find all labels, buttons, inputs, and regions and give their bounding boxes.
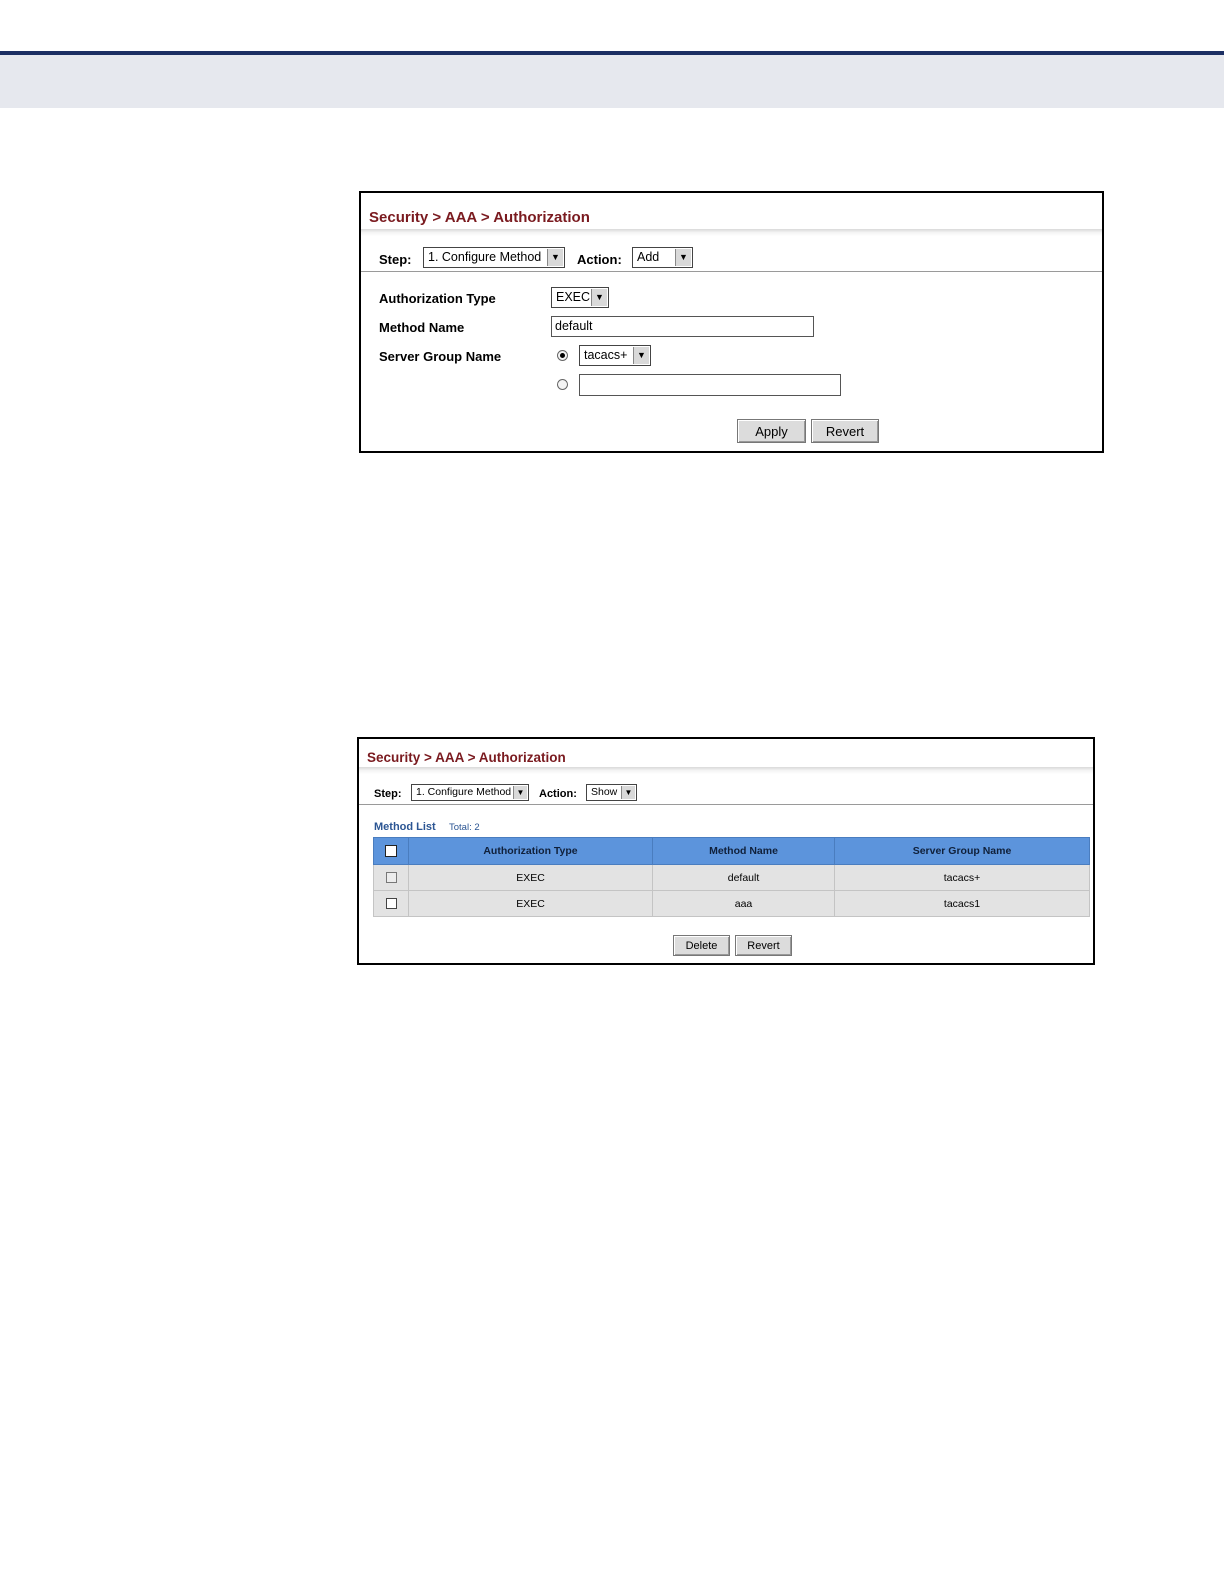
method-list-total: Total: 2 bbox=[449, 822, 480, 833]
chevron-down-icon: ▼ bbox=[513, 786, 527, 799]
chevron-down-icon: ▼ bbox=[621, 786, 635, 799]
server-group-text-radio[interactable] bbox=[557, 379, 568, 390]
method-name-label: Method Name bbox=[379, 320, 465, 335]
select-all-checkbox[interactable] bbox=[385, 845, 397, 857]
action-label: Action: bbox=[539, 788, 577, 800]
row-checkbox[interactable] bbox=[386, 898, 397, 909]
cell-method-name: default bbox=[653, 865, 835, 891]
apply-button[interactable]: Apply bbox=[737, 419, 806, 443]
method-list-table bbox=[373, 837, 1090, 917]
step-label: Step: bbox=[379, 252, 412, 267]
step-select-value: 1. Configure Method bbox=[416, 786, 512, 798]
column-header-method-name: Method Name bbox=[653, 838, 835, 865]
row-checkbox-cell bbox=[374, 865, 409, 891]
cell-server-group-name: tacacs+ bbox=[835, 865, 1090, 891]
cell-server-group-name: tacacs1 bbox=[835, 891, 1090, 917]
column-header-authorization-type: Authorization Type bbox=[409, 838, 653, 865]
breadcrumb: Security > AAA > Authorization bbox=[369, 209, 590, 226]
breadcrumb: Security > AAA > Authorization bbox=[367, 750, 566, 765]
action-select-value: Add bbox=[637, 250, 660, 264]
action-label: Action: bbox=[577, 252, 622, 267]
row-checkbox[interactable] bbox=[386, 872, 397, 883]
step-select[interactable] bbox=[423, 247, 565, 268]
server-group-select-value: tacacs+ bbox=[584, 348, 628, 362]
server-group-select-radio[interactable] bbox=[557, 350, 568, 361]
chevron-down-icon: ▼ bbox=[591, 289, 607, 306]
method-list-title: Method List bbox=[374, 821, 436, 833]
title-divider bbox=[361, 229, 1102, 236]
action-select[interactable] bbox=[586, 784, 637, 801]
table-row bbox=[374, 891, 1090, 917]
chevron-down-icon: ▼ bbox=[675, 249, 691, 266]
authorization-show-panel bbox=[357, 737, 1095, 965]
step-divider bbox=[361, 271, 1102, 272]
step-select[interactable] bbox=[411, 784, 529, 801]
radio-selected-dot bbox=[560, 353, 565, 358]
cell-method-name: aaa bbox=[653, 891, 835, 917]
authorization-type-select[interactable] bbox=[551, 287, 609, 308]
authorization-add-panel bbox=[359, 191, 1104, 453]
authorization-type-value: EXEC bbox=[556, 290, 591, 304]
step-divider bbox=[359, 804, 1093, 805]
chevron-down-icon: ▼ bbox=[547, 249, 563, 266]
server-group-input[interactable] bbox=[579, 374, 841, 396]
revert-button[interactable]: Revert bbox=[735, 935, 792, 956]
row-checkbox-cell bbox=[374, 891, 409, 917]
step-label: Step: bbox=[374, 788, 402, 800]
table-header-row bbox=[374, 838, 1090, 865]
action-select[interactable] bbox=[632, 247, 693, 268]
server-group-select[interactable] bbox=[579, 345, 651, 366]
cell-authorization-type: EXEC bbox=[409, 865, 653, 891]
method-name-input[interactable]: default bbox=[551, 316, 814, 337]
action-select-value: Show bbox=[591, 786, 618, 798]
step-select-value: 1. Configure Method bbox=[428, 250, 542, 264]
delete-button[interactable]: Delete bbox=[673, 935, 730, 956]
page-header-band bbox=[0, 51, 1224, 108]
server-group-label: Server Group Name bbox=[379, 349, 502, 364]
select-all-cell bbox=[374, 838, 409, 865]
title-divider bbox=[359, 767, 1093, 774]
chevron-down-icon: ▼ bbox=[633, 347, 649, 364]
table-row bbox=[374, 865, 1090, 891]
authorization-type-label: Authorization Type bbox=[379, 291, 496, 306]
revert-button[interactable]: Revert bbox=[811, 419, 879, 443]
column-header-server-group-name: Server Group Name bbox=[835, 838, 1090, 865]
cell-authorization-type: EXEC bbox=[409, 891, 653, 917]
